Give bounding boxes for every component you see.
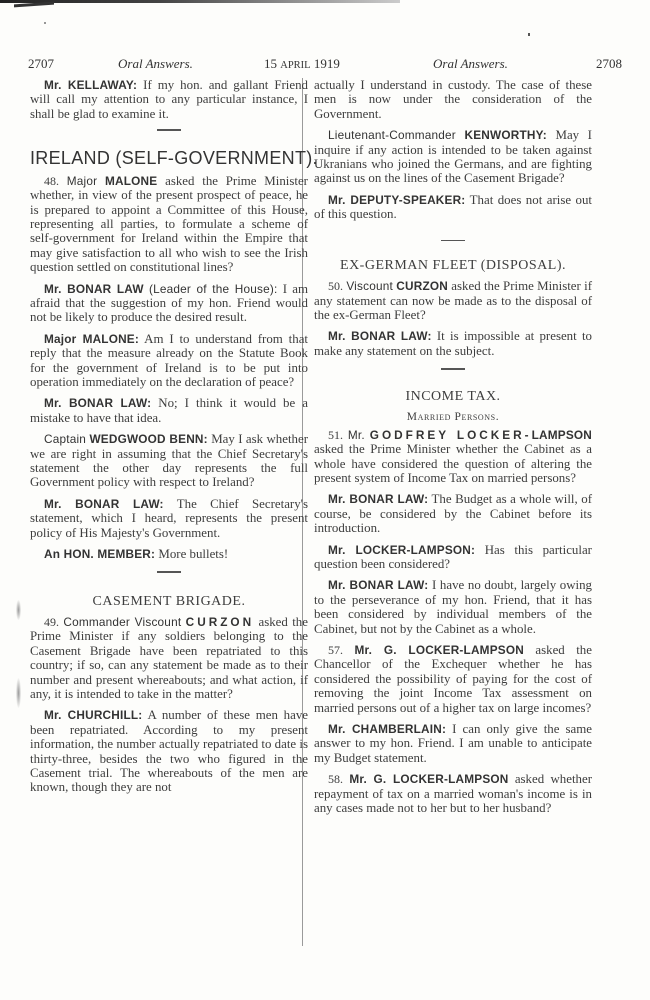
question-number: 58. [328,772,343,787]
speech-text: If my hon. and gallant Friend will call my attention to any particular instance, I shall be glad to examine it. [30,78,308,121]
section-title-fleet: EX-GERMAN FLEET (DISPOSAL). [340,258,566,274]
speech-kenworthy [314,128,592,186]
speaker-role: (Leader of the House): [148,281,278,296]
speaker: Mr. G. LOCKER-LAMPSON [354,642,524,657]
speaker: Mr. KELLAWAY: [44,78,138,92]
section-title-income-tax: INCOME TAX. [405,388,501,404]
speaker-title: Commander Viscount [63,614,182,629]
speech-text: It is impossible at present to make any statement on the subject. [314,329,592,358]
question-number: 51. [328,427,343,442]
speech-text: More bullets! [158,547,229,562]
right-column [314,78,592,822]
question-number: 50. [328,279,343,294]
speech-text: I can only give the same answer to my hon. Friend. I am unable to anticipate my Budget statement. [314,722,592,765]
question-48 [30,174,308,275]
speaker: KENWORTHY: [464,128,547,143]
speech-text: A number of these men have been repatriated. According to my present information, the number actually repatriated to date is thirty-three, besides the two who figured in the Casement trial. The whereabouts of the men are known, though they are not [30,708,309,795]
page-number-left: 2707 [28,56,54,71]
question-number: 49. [44,614,59,629]
speech-text: May I ask whether we are right in assuming that the Chief Secretary's statement the other day represents the full Government policy with respect to Ireland? [30,432,308,490]
left-column [30,78,318,802]
section-rule [157,129,181,131]
speech-bonar-law [30,497,308,540]
speaker-title: Captain [44,432,87,447]
speaker: Mr. DEPUTY-SPEAKER: [328,192,466,207]
question-text: asked the Prime Minister whether the Cabinet as a whole have considered the question of altering the present system of Income Tax on married persons? [314,442,592,485]
date-year: 1919 [313,56,340,71]
speaker: An HON. MEMBER: [44,547,156,562]
question-text: asked whether repayment of tax on a married woman's income is in any cases made not to her but to her husband? [314,772,592,816]
question-text: asked the Prime Minister whether, in view of the present prospect of peace, he is prepared to appoint a Committee of this House, representing all parties, to formulate a scheme of self-government for Ireland within the Empire that may give satisfaction to all who wish to see the Irish question settled on constitutional lines? [30,173,308,275]
speech-text: I am afraid that the suggestion of my hon. Friend would not be likely to produce the desired result. [30,281,308,325]
question-51 [314,428,592,486]
margin-smudge [16,600,21,620]
question-57 [314,643,592,715]
speech-text: No; I think it would be a mistake to have that idea. [30,396,308,425]
speech-hon-member [30,547,308,561]
speaker: Mr. BONAR LAW: [328,578,429,593]
page-number-right: 2708 [596,56,622,71]
speaker-continued: LAMPSON [531,427,592,442]
speech-text: The Budget as a whole will, of course, be considered by the Cabinet before its introduction. [314,492,593,536]
speech-chamberlain [314,722,592,765]
speech-bonar-law [314,578,592,636]
speech-bonar-law [314,492,592,535]
section-heading-right: Oral Answers. [433,56,508,71]
section-title-casement: CASEMENT BRIGADE. [92,593,246,609]
question-58 [314,772,592,815]
scan-edge-shadow [0,0,400,3]
section-rule [157,571,181,573]
speck [528,33,530,36]
speech-churchill [30,708,308,794]
date-month: APRIL [280,60,311,71]
speaker-title: Mr. [347,427,365,442]
speaker: Mr. CHAMBERLAIN: [328,722,447,736]
section-rule [441,368,465,370]
speaker: MALONE [105,173,158,188]
section-rule [441,240,465,242]
question-text: asked the Prime Minister if any soldiers belonging to the Casement Brigade have been repatriated to this country; if so, can any statement be made as to their number and present whereabouts; and what action, if any, it is intended to take in the matter? [30,614,308,701]
speech-churchill-continued: actually I understand in custody. The case of these men is now under the consideration of the Government. [314,78,592,121]
speaker: WEDGWOOD BENN: [89,432,208,447]
speech-text: That does not arise out of this question. [314,192,592,222]
speaker: Major MALONE: [44,331,140,346]
speech-bonar-law [314,329,592,358]
speech-malone [30,332,308,390]
margin-smudge [16,678,21,708]
speaker-title: Viscount [346,279,393,294]
speaker: Mr. CHURCHILL: [44,708,143,723]
question-50 [314,279,592,322]
speaker-title: Lieutenant-Commander [328,128,456,143]
section-subtitle-married-persons: Married Persons. [406,410,500,423]
question-number: 48. [44,173,59,188]
question-49 [30,615,308,701]
page-date [264,56,340,74]
section-heading-left: Oral Answers. [118,56,193,71]
speaker: Mr. BONAR LAW: [328,492,429,507]
section-title-ireland: IRELAND (SELF-GOVERNMENT). [30,147,318,168]
speech-deputy-speaker [314,193,592,222]
speech-text: Am I to understand from that reply that the measure already on the Statute Book for the government of Ireland is to be put into operation immediately on the declaration of peace? [30,331,308,389]
question-number: 57. [328,642,343,657]
speech-wedgwood-benn [30,432,308,490]
speech-text: I have no doubt, largely owing to the perseverance of my hon. Friend, that it has been considered by individual members of the Cabinet, but not by the Cabinet as a whole. [314,578,592,636]
speaker: Mr. BONAR LAW: [44,396,152,411]
speech-text: The Chief Secretary's statement, which I heard, represents the present policy of His Majesty's Government. [30,496,308,540]
speaker: Mr. BONAR LAW: [44,496,164,511]
page-header [28,56,622,74]
speck [44,22,46,24]
speech-kellaway [30,78,308,121]
date-day: 15 [264,56,277,71]
speech-text: May I inquire if any action is intended to be taken against Ukranians who joined the Germans, and are fighting against us on the lines of the Casement Brigade? [314,128,592,186]
speech-locker-lampson [314,543,592,572]
speaker: Mr. LOCKER-LAMPSON: [328,542,476,557]
speaker: GODFREY LOCKER- [369,427,532,442]
question-text: asked the Prime Minister if any statement can now be made as to the disposal of the ex-German Fleet? [314,279,592,322]
speech-bonar-law [30,396,308,425]
speaker: Mr. BONAR LAW: [328,329,432,344]
speaker: Mr. G. LOCKER-LAMPSON [349,772,509,787]
speaker-title: Major [66,173,98,188]
speech-text: Has this particular question been considered? [314,542,592,571]
speaker: Mr. BONAR LAW [44,281,144,296]
question-text: asked the Chancellor of the Exchequer whether he has considered the possibility of paying for the cost of removing the joint Income Tax assessment on married persons out of a higher tax on large incomes? [314,642,592,715]
speaker: CURZON [396,279,448,294]
speech-bonar-law [30,282,308,325]
speaker: CURZON [185,614,255,629]
